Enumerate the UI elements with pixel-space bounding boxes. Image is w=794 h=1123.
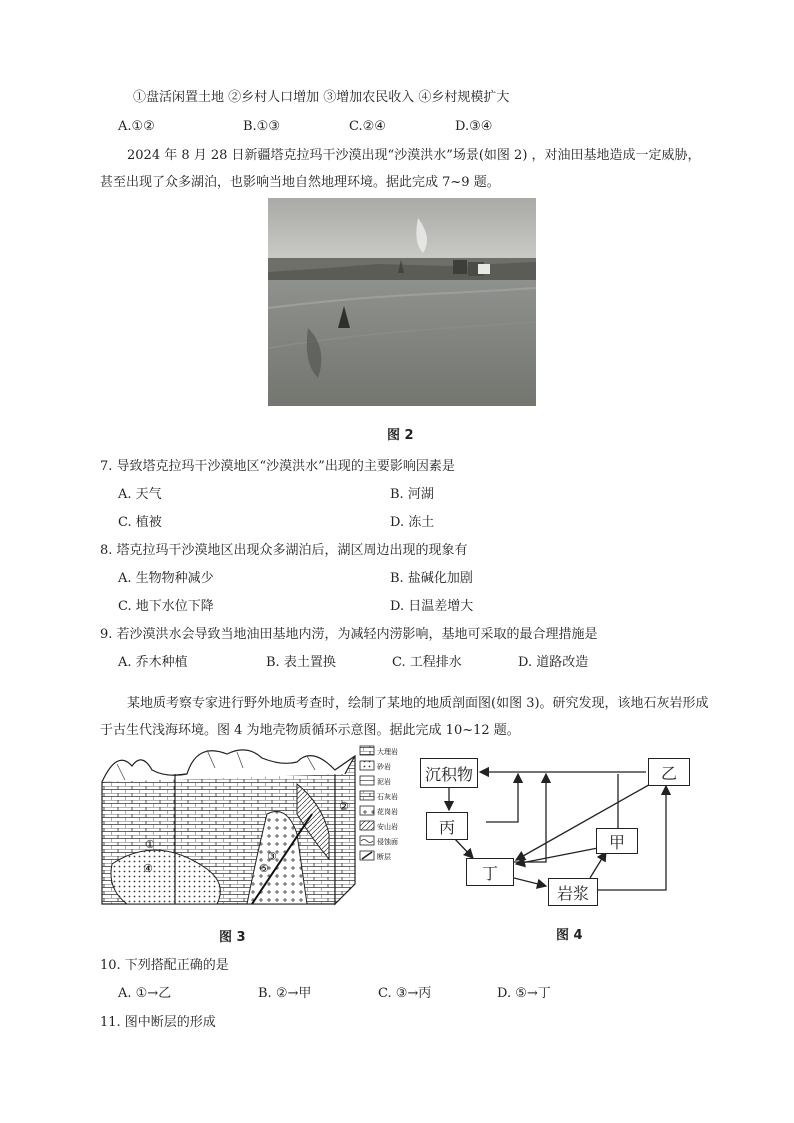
q9-choice-d[interactable]: D. 道路改造 — [518, 655, 589, 670]
intro-paragraph-10-12: 某地质考察专家进行野外地质考查时，绘制了某地的地质剖面图(如图 3)。研究发现，该地石灰岩形成于古生代浅海环境。图 4 为地壳物质循环示意图。据此完成 10~12 题。 — [100, 696, 709, 738]
q9-choice-b[interactable]: B. 表土置换 — [266, 655, 336, 670]
fig3-marker-1: ① — [145, 838, 155, 851]
fig3-marker-4: ④ — [143, 862, 153, 875]
q8-choice-d[interactable]: D. 日温差增大 — [390, 599, 474, 614]
q10-stem: 10. 下列搭配正确的是 — [100, 958, 229, 973]
q6-statement-options: ①盘活闲置土地 ②乡村人口增加 ③增加农民收入 ④乡村规模扩大 — [133, 90, 510, 105]
q7-choice-b[interactable]: B. 河湖 — [390, 487, 434, 502]
q8-stem: 8. 塔克拉玛干沙漠地区出现众多湖泊后，湖区周边出现的现象有 — [100, 543, 468, 558]
node-jia: 甲 — [596, 828, 638, 854]
q7-choice-a[interactable]: A. 天气 — [118, 487, 162, 502]
desert-flood-photo — [268, 198, 536, 406]
node-magma: 岩浆 — [548, 878, 598, 906]
fig3-marker-2: ② — [339, 800, 349, 813]
node-yi: 乙 — [648, 758, 690, 786]
fig3-caption: 图 3 — [219, 930, 246, 945]
q9-choice-a[interactable]: A. 乔木种植 — [118, 655, 188, 670]
q11-stem: 11. 图中断层的形成 — [100, 1015, 216, 1030]
legend-mudstone: 泥岩 — [377, 778, 391, 786]
q8-choice-c[interactable]: C. 地下水位下降 — [118, 599, 214, 614]
legend-erosion-surface: 侵蚀面 — [377, 838, 398, 846]
node-bing: 丙 — [426, 812, 468, 840]
q7-choice-c[interactable]: C. 植被 — [118, 515, 162, 530]
legend-marble: 大理岩 — [377, 748, 398, 756]
q6-choice-a[interactable]: A.①② — [118, 119, 155, 134]
q7-choice-d[interactable]: D. 冻土 — [390, 515, 435, 530]
fig3-geologic-section — [97, 744, 415, 916]
q9-choice-c[interactable]: C. 工程排水 — [392, 655, 462, 670]
q10-choice-c[interactable]: C. ③→丙 — [378, 986, 432, 1001]
legend-fault: 断层 — [377, 853, 391, 861]
q10-choice-b[interactable]: B. ②→甲 — [258, 986, 312, 1001]
q7-stem: 7. 导致塔克拉玛干沙漠地区“沙漠洪水”出现的主要影响因素是 — [100, 459, 455, 474]
legend-andesite: 安山岩 — [377, 823, 398, 831]
fig3-marker-5: ⑤ — [259, 862, 269, 875]
fig4-rock-cycle — [418, 752, 708, 912]
fig4-caption: 图 4 — [556, 928, 583, 943]
q10-choice-a[interactable]: A. ①→乙 — [118, 986, 172, 1001]
intro-paragraph-7-9: 2024 年 8 月 28 日新疆塔克拉玛干沙漠出现“沙漠洪水”场景(如图 2) ，对油田基地造成一定威胁，甚至出现了众多湖泊，也影响当地自然地理环境。据此完成 7~9 题。 — [100, 148, 701, 190]
q8-choice-a[interactable]: A. 生物物种减少 — [118, 571, 214, 586]
fig3-marker-3: ③ — [267, 850, 277, 863]
legend-limestone: 石灰岩 — [377, 793, 398, 801]
legend-granite: 花岗岩 — [377, 808, 398, 816]
node-sediment: 沉积物 — [420, 758, 478, 788]
fig2-caption: 图 2 — [387, 428, 414, 443]
q6-choice-c[interactable]: C.②④ — [349, 119, 386, 134]
q8-choice-b[interactable]: B. 盐碱化加剧 — [390, 571, 473, 586]
node-ding: 丁 — [466, 858, 514, 886]
q6-choice-d[interactable]: D.③④ — [455, 119, 493, 134]
legend-sandstone: 砂岩 — [377, 763, 391, 771]
q9-stem: 9. 若沙漠洪水会导致当地油田基地内涝，为减轻内涝影响，基地可采取的最合理措施是 — [100, 627, 598, 642]
q6-choice-b[interactable]: B.①③ — [243, 119, 280, 134]
q10-choice-d[interactable]: D. ⑤→丁 — [497, 986, 551, 1001]
